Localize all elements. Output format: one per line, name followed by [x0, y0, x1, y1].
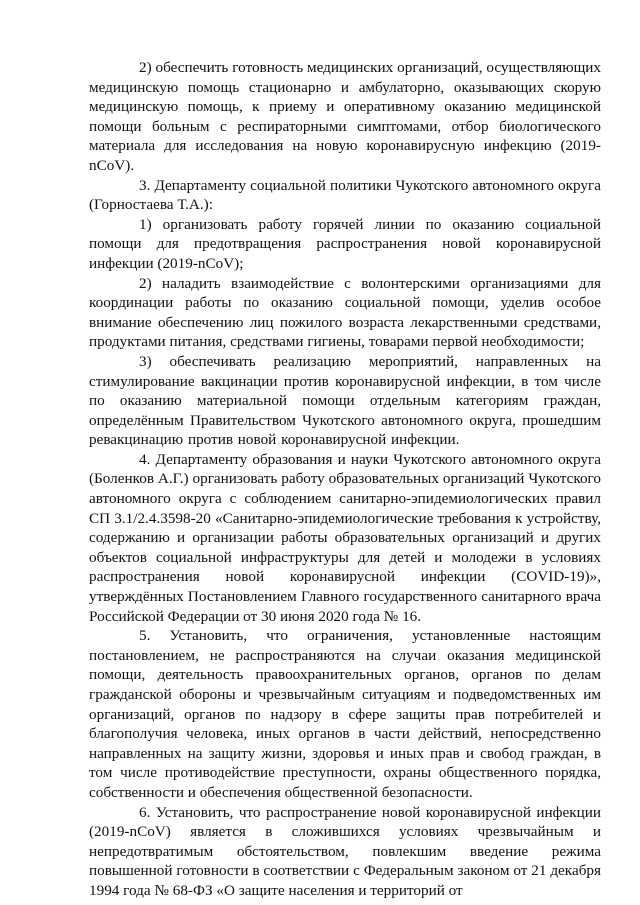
document-page: [89, 58, 601, 901]
paragraph-2-medical-readiness: 2) обеспечить готовность медицинских организаций, осуществляющих медицинскую помощь стационарно и амбулаторно, оказывающих скорую медицинскую помощь, к приему и оперативному оказанию медицинской помощи больным с респираторными симптомами, отбор биологического материала для исследования на новую коронавирусную инфекцию (2019-nCoV).: [89, 59, 601, 174]
paragraph-6-emergency-circumstance: 6. Установить, что распространение новой коронавирусной инфекции (2019-nCoV) является в сложившихся условиях чрезвычайным и непредотвратимым обстоятельством, повлекшим введение режима повышенной готовности в соответствии с Федеральным законом от 21 декабря 1994 года № 68-ФЗ «О защите населения и территорий от: [89, 803, 601, 899]
paragraph-3-social-policy-department: 3. Департаменту социальной политики Чукотского автономного округа (Горностаева Т.А.):: [89, 176, 601, 214]
paragraph-3-3-vaccination: 3) обеспечивать реализацию мероприятий, направленных на стимулирование вакцинации против коронавирусной инфекции, в том числе по оказанию материальной помощи отдельным категориям граждан, определённым Правительством Чукотского автономного округа, прошедшим ревакцинацию против новой коронавирусной инфекции.: [89, 352, 601, 449]
paragraph-3-1-hotline: 1) организовать работу горячей линии по оказанию социальной помощи для предотвращения распространения новой коронавирусной инфекции (2019-nCoV);: [89, 215, 601, 272]
paragraph-4-education-department: 4. Департаменту образования и науки Чукотского автономного округа (Боленков А.Г.) организовать работу образовательных организаций Чукотского автономного округа с соблюдением санитарно-эпидемиологических правил СП 3.1/2.4.3598-20 «Санитарно-эпидемиологические требования к устройству, содержанию и организации работы образовательных организаций и других объектов социальной инфраструктуры для детей и молодежи в условиях распространения новой коронавирусной инфекции (COVID-19)», утверждённых Постановлением Главного государственного санитарного врача Российской Федерации от 30 июня 2020 года № 16.: [89, 450, 601, 625]
paragraph-3-2-volunteers: 2) наладить взаимодействие с волонтерскими организациями для координации работы по оказанию социальной помощи, уделив особое внимание обеспечению лиц пожилого возраста лекарственными средствами, продуктами питания, средствами гигиены, товарами первой необходимости;: [89, 274, 601, 351]
paragraph-5-restrictions-exceptions: 5. Установить, что ограничения, установленные настоящим постановлением, не распространяются на случаи оказания медицинской помощи, деятельность правоохранительных органов, органов по делам гражданской обороны и чрезвычайным ситуациям и подведомственных им организаций, органов по надзору в сфере защиты прав потребителей и благополучия человека, иных органов в части действий, непосредственно направленных на защиту жизни, здоровья и иных прав и свобод граждан, в том числе противодействие преступности, охраны общественного порядка, собственности и обеспечения общественной безопасности.: [89, 627, 601, 801]
